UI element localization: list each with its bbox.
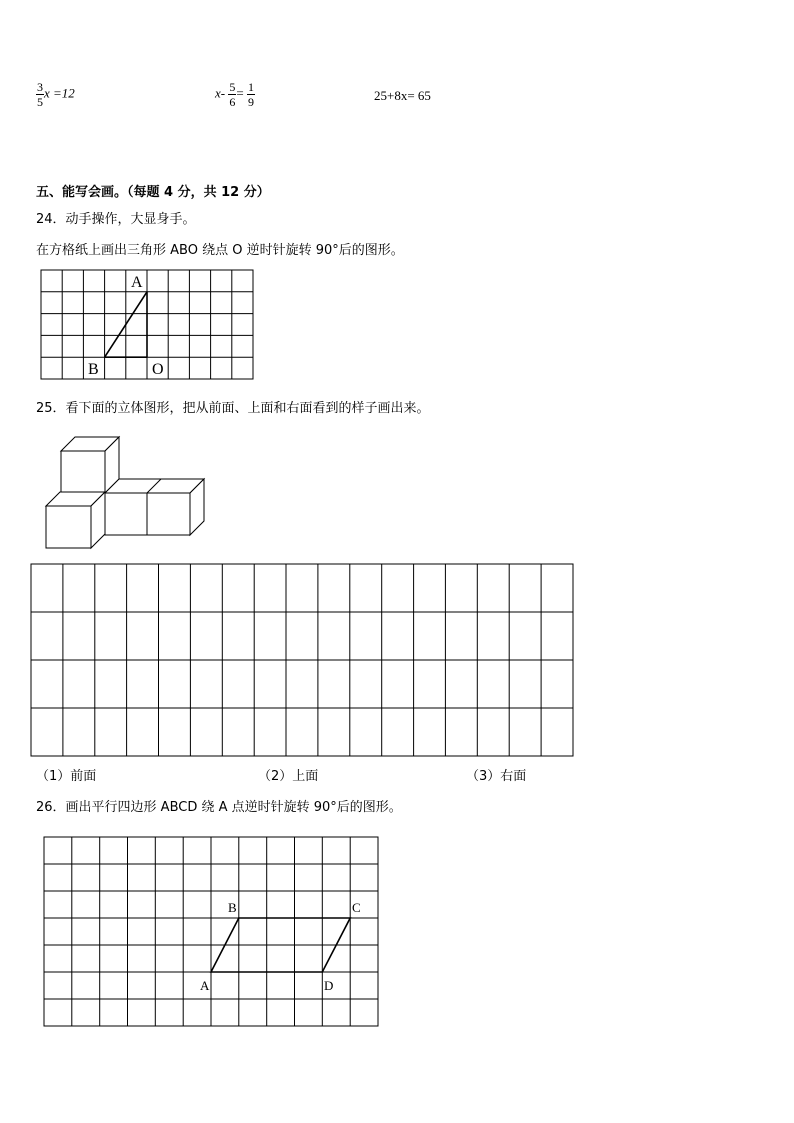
label-a: A	[200, 978, 210, 993]
equals-sign: =	[236, 85, 244, 101]
q25-answer-grid	[30, 563, 575, 758]
question-24-instruction: 在方格纸上画出三角形 ABO 绕点 O 逆时针旋转 90°后的图形。	[36, 243, 404, 258]
question-26-title: 26．画出平行四边形 ABCD 绕 A 点逆时针旋转 90°后的图形。	[36, 800, 402, 815]
label-d: D	[324, 978, 334, 993]
question-24-title: 24．动手操作，大显身手。	[36, 212, 196, 227]
label-a: A	[131, 274, 143, 291]
caption-front: （1）前面	[36, 769, 97, 784]
q24-grid	[40, 269, 256, 381]
caption-right: （3）右面	[466, 769, 527, 784]
equation-1	[36, 80, 75, 109]
equation-prefix: x-	[215, 85, 226, 101]
label-b: B	[228, 900, 237, 915]
fraction: $\frac{5}{6}$	[229, 80, 236, 109]
label-b: B	[88, 361, 99, 378]
fraction: $\frac{3}{5}$	[37, 80, 43, 109]
label-o: O	[152, 361, 164, 378]
equation-2	[215, 80, 255, 109]
question-25-title: 25．看下面的立体图形，把从前面、上面和右面看到的样子画出来。	[36, 401, 430, 416]
equation-3: 25+8x= 65	[374, 88, 431, 103]
caption-top: （2）上面	[258, 769, 319, 784]
fraction: $\frac{1}{9}$	[247, 80, 254, 109]
cube-figure	[44, 434, 208, 552]
section-title: 五、能写会画。（每题 4 分，共 12 分）	[36, 185, 270, 200]
q26-grid	[43, 836, 381, 1029]
label-c: C	[352, 900, 361, 915]
equation-text: x =12	[44, 85, 75, 101]
